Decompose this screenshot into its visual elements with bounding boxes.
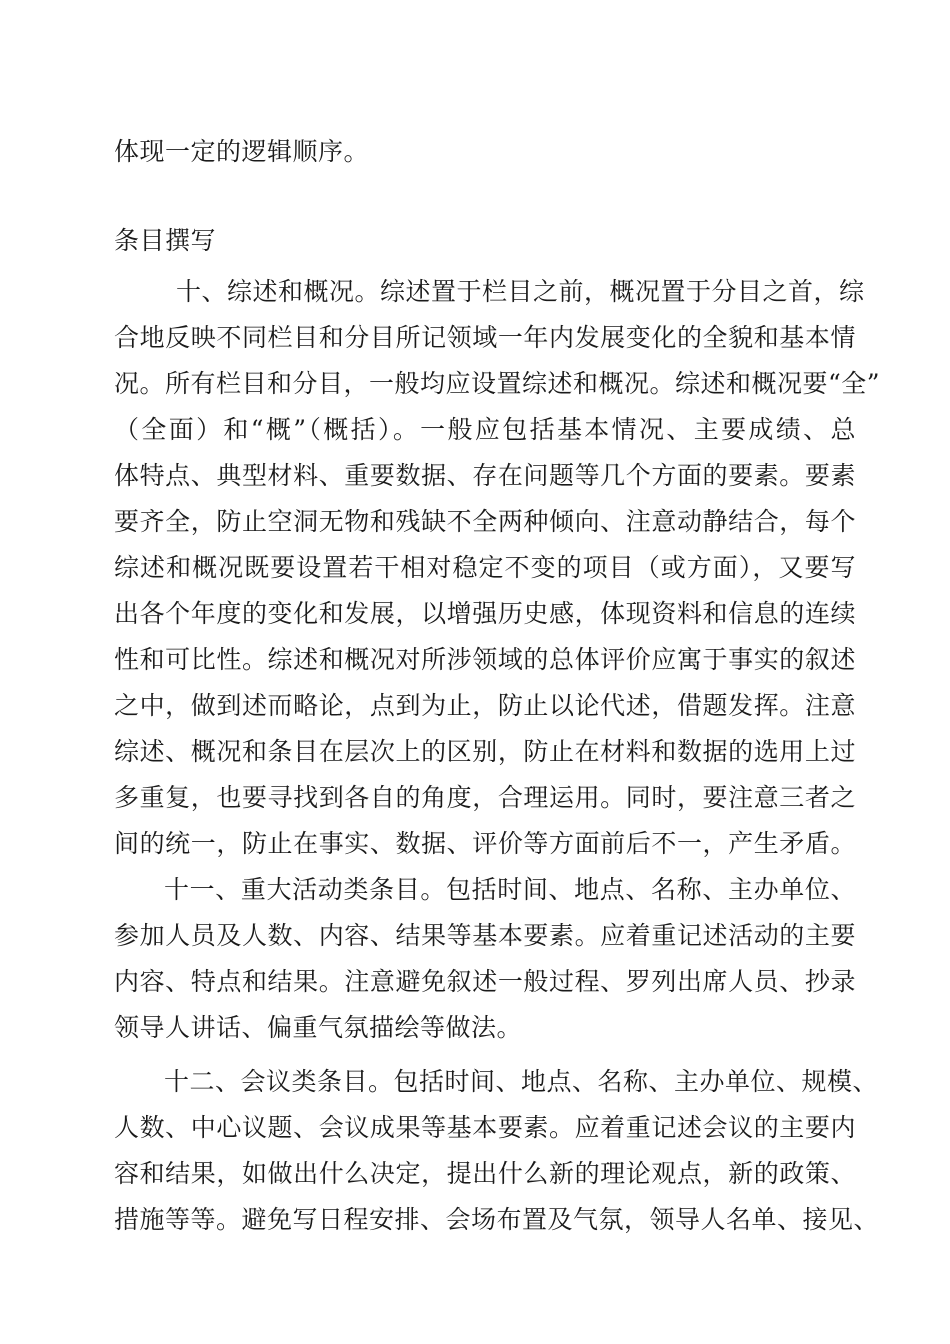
paragraph-2-line-2: 参加人员及人数、内容、结果等基本要素。应着重记述活动的主要 [114,921,856,950]
paragraph-1-line-11: 综述、概况和条目在层次上的区别，防止在材料和数据的选用上过 [114,737,856,766]
paragraph-1-line-9: 性和可比性。综述和概况对所涉领域的总体评价应寓于事实的叙述 [114,645,856,674]
paragraph-1-line-10: 之中，做到述而略论，点到为止，防止以论代述，借题发挥。注意 [114,691,856,720]
paragraph-1-line-5: 体特点、典型材料、重要数据、存在问题等几个方面的要素。要素 [114,461,856,490]
paragraph-1-line-8: 出各个年度的变化和发展，以增强历史感，体现资料和信息的连续 [114,599,856,628]
paragraph-1-line-6: 要齐全，防止空洞无物和残缺不全两种倾向、注意动静结合，每个 [114,507,856,536]
paragraph-1-line-2: 合地反映不同栏目和分目所记领域一年内发展变化的全貌和基本情 [114,323,856,352]
paragraph-1-line-1: 十、综述和概况。综述置于栏目之前，概况置于分目之首，综 [176,277,865,306]
continuation-line: 体现一定的逻辑顺序。 [114,137,370,166]
paragraph-1-line-3: 况。所有栏目和分目，一般均应设置综述和概况。综述和概况要“全” [114,369,881,398]
paragraph-1-line-7: 综述和概况既要设置若干相对稳定不变的项目（或方面），又要写 [114,553,856,582]
paragraph-1-line-13: 间的统一，防止在事实、数据、评价等方面前后不一，产生矛盾。 [114,829,856,858]
paragraph-1-line-12: 多重复，也要寻找到各自的角度，合理运用。同时，要注意三者之 [114,783,856,812]
paragraph-1-line-4: （全面）和“概”（概括）。一般应包括基本情况、主要成绩、总 [114,415,856,444]
paragraph-3-line-3: 容和结果，如做出什么决定，提出什么新的理论观点，新的政策、 [114,1159,856,1188]
paragraph-2-line-4: 领导人讲话、偏重气氛描绘等做法。 [114,1013,523,1042]
paragraph-2-line-1: 十一、重大活动类条目。包括时间、地点、名称、主办单位、 [164,875,856,904]
paragraph-3-line-2: 人数、中心议题、会议成果等基本要素。应着重记述会议的主要内 [114,1113,856,1142]
paragraph-3-line-1: 十二、会议类条目。包括时间、地点、名称、主办单位、规模、 [164,1067,879,1096]
section-heading: 条目撰写 [114,226,217,255]
paragraph-2-line-3: 内容、特点和结果。注意避免叙述一般过程、罗列出席人员、抄录 [114,967,856,996]
paragraph-3-line-4: 措施等等。避免写日程安排、会场布置及气氛，领导人名单、接见、 [114,1205,880,1234]
